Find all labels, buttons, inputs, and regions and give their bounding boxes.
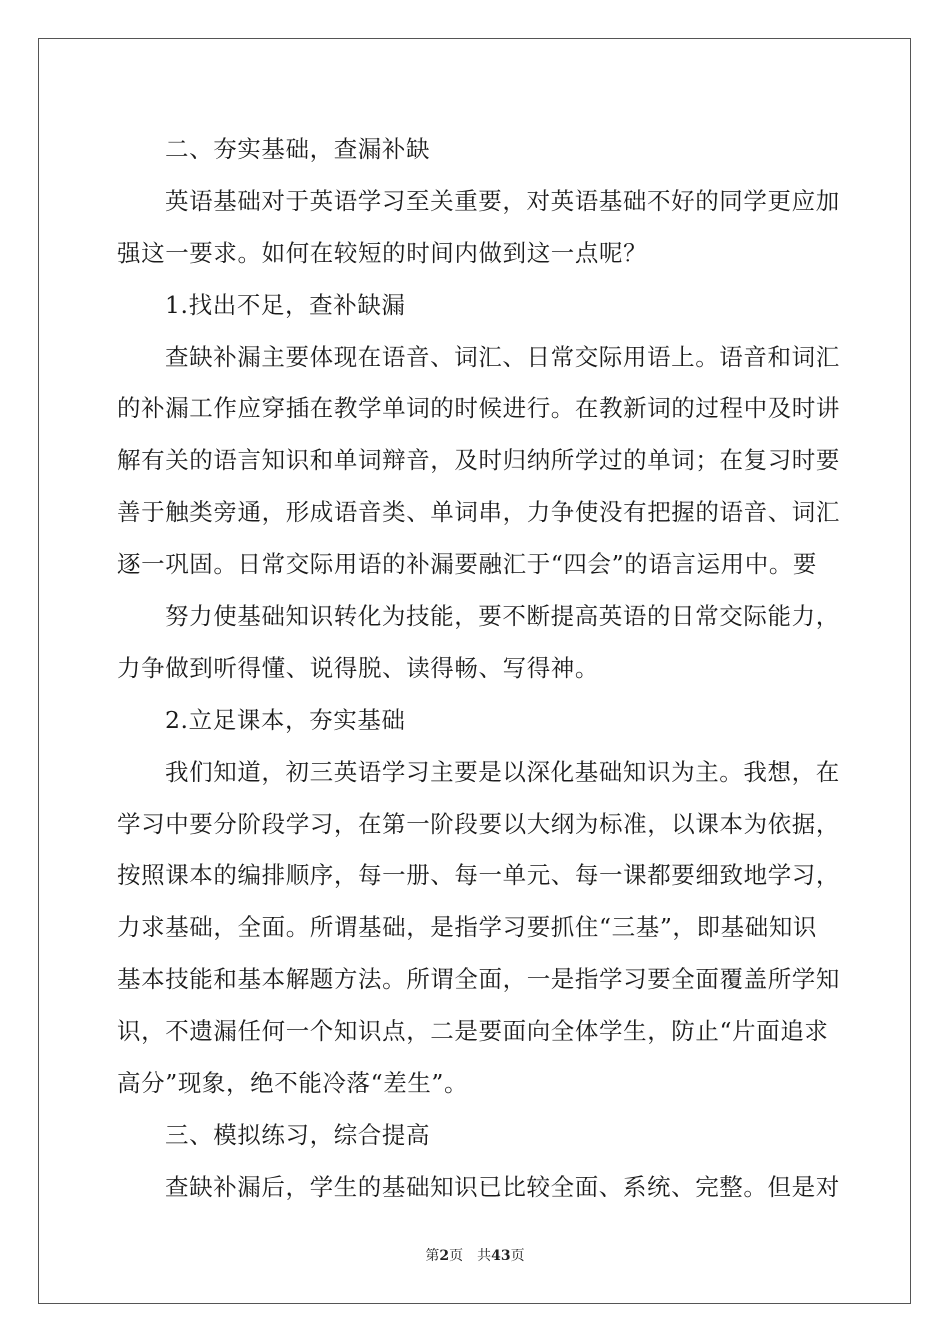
text-line: 基本技能和基本解题方法。所谓全面，一是指学习要全面覆盖所学知 [117,965,840,994]
current-page-number: 2 [439,1248,450,1264]
text-line: 力求基础，全面。所谓基础，是指学习要抓住“三基”，即基础知识 [117,913,818,942]
text-line: 努力使基础知识转化为技能，要不断提高英语的日常交际能力， [165,602,840,631]
footer-prefix: 第 [425,1248,440,1264]
text-line: 2.立足课本，夯实基础 [165,705,406,734]
document-body [117,124,840,1214]
text-line: 力争做到听得懂、说得脱、读得畅、写得神。 [117,653,599,682]
text-line: 识，不遗漏任何一个知识点，二是要面向全体学生，防止“片面追求 [117,1017,829,1046]
text-line: 英语基础对于英语学习至关重要，对英语基础不好的同学更应加 [165,186,840,215]
text-line: 解有关的语言知识和单词辩音，及时归纳所学过的单词；在复习时要 [117,446,840,475]
text-line: 1.找出不足，查补缺漏 [165,290,406,319]
text-line: 我们知道，初三英语学习主要是以深化基础知识为主。我想，在 [165,757,840,786]
text-line: 三、模拟练习，综合提高 [165,1120,431,1149]
text-line: 二、夯实基础，查漏补缺 [165,135,431,163]
text-line: 查缺补漏主要体现在语音、词汇、日常交际用语上。语音和词汇 [165,342,840,371]
text-line: 学习中要分阶段学习，在第一阶段要以大纲为标准，以课本为依据， [117,809,840,838]
text-line: 强这一要求。如何在较短的时间内做到这一点呢？ [117,238,648,267]
footer-middle: 页 共 [449,1248,492,1264]
text-line: 善于触类旁通，形成语音类、单词串，力争使没有把握的语音、词汇 [117,498,840,527]
text-line: 逐一巩固。日常交际用语的补漏要融汇于“四会”的语言运用中。要 [117,550,818,579]
text-line: 高分”现象，绝不能冷落“差生”。 [117,1069,469,1098]
footer-suffix: 页 [510,1248,525,1264]
page-footer [0,1246,950,1266]
text-line: 按照课本的编排顺序，每一册、每一单元、每一课都要细致地学习， [117,861,840,890]
text-line: 的补漏工作应穿插在教学单词的时候进行。在教新词的过程中及时讲 [117,394,840,423]
total-page-count: 43 [491,1248,511,1264]
text-line: 查缺补漏后，学生的基础知识已比较全面、系统、完整。但是对 [165,1172,840,1201]
